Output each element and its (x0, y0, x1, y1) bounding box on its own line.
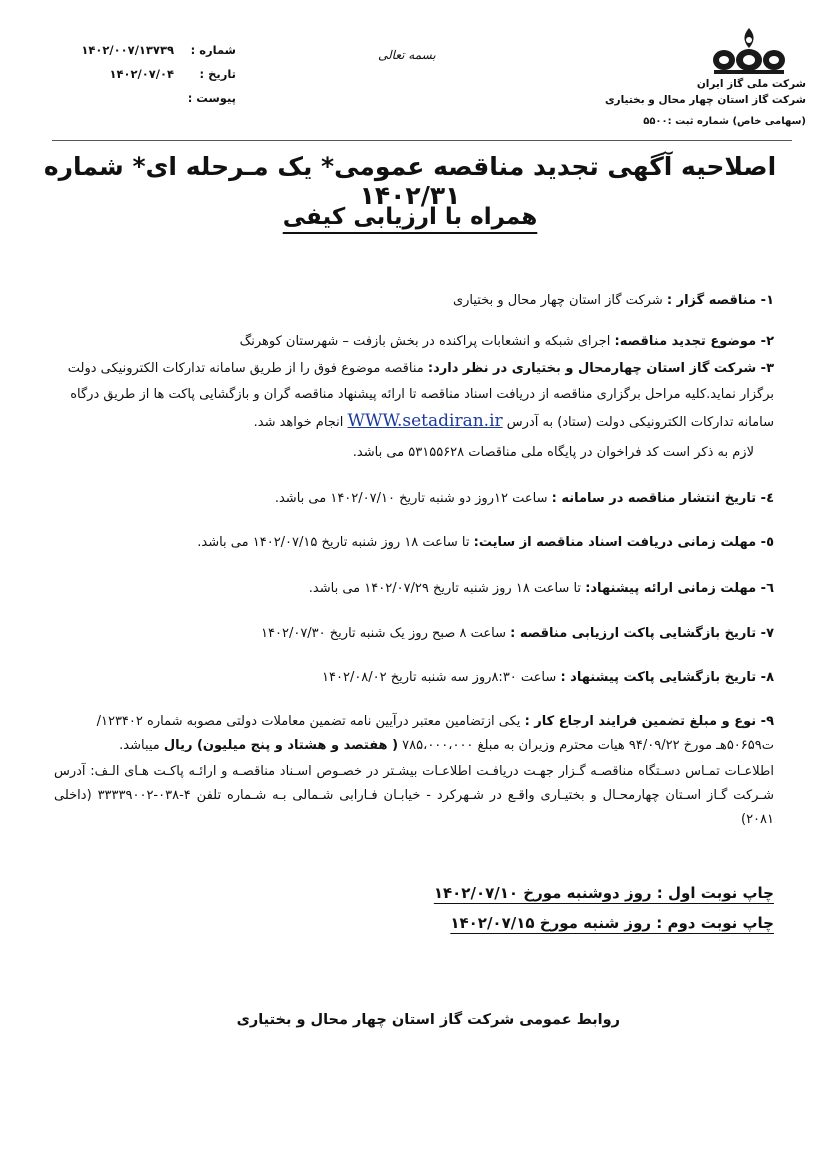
contact-info (54, 760, 774, 832)
item-1 (54, 288, 774, 314)
page-subtitle-text: همراه با ارزیابی کیفی (282, 204, 538, 230)
attachment-label: پیوست : (187, 91, 236, 105)
number-value: ۱۴۰۲/۰۰۷/۱۳۷۳۹ (81, 43, 174, 57)
bismillah: بسمه تعالی (378, 48, 436, 62)
item-1-text: شرکت گاز استان چهار محال و بختیاری (452, 293, 663, 308)
item-6 (54, 576, 774, 602)
date-value: ۱۴۰۲/۰۷/۰۴ (109, 67, 174, 81)
date-label: تاریخ : (199, 67, 236, 81)
item-2-label: ۲- موضوع تجدید مناقصه: (614, 334, 774, 349)
print-second: چاپ نوبت دوم : روز شنبه مورخ ۱۴۰۲/۰۷/۱۵ (450, 914, 774, 932)
item-4-text: ساعت ۱۲روز دو شنبه تاریخ ۱۴۰۲/۰۷/۱۰ می باشد. (274, 491, 548, 506)
item-3-note (34, 440, 754, 466)
item-9-label: ۹- نوع و مبلغ تضمین فرایند ارجاع کار : (524, 714, 774, 729)
item-9-text: یکی ازتضامین معتبر درآیین نامه تضمین معاملات دولتی مصوبه شماره ۱۲۳۴۰۲/ت۵۰۶۵۹هـ مورخ ۹۴/۰۹/۲۲ هیات محترم وزیران به مبلغ ۷۸۵،۰۰۰،۰۰۰ (96, 714, 774, 753)
item-5-label: ٥- مهلت زمانی دریافت اسناد مناقصه از سایت: (473, 535, 774, 550)
company-reg: (سهامی خاص) شماره ثبت :۵۵۰۰ (643, 116, 806, 127)
item-1-label: ۱- مناقصه گزار : (666, 293, 774, 308)
item-3-note-text: لازم به ذکر است کد فراخوان در پایگاه ملی مناقصات ۵۳۱۵۵۶۲۸ می باشد. (352, 445, 754, 460)
item-3-label: ۳- شرکت گاز استان چهارمحال و بختیاری در نظر دارد: (427, 361, 774, 376)
company-sub: شرکت گاز استان چهار محال و بختیاری (604, 94, 806, 106)
header-divider (52, 140, 792, 141)
page-title: اصلاحیه آگهی تجدید مناقصه عمومی* یک مـرحله ای* شماره ۱۴۰۲/۳۱ (43, 152, 777, 210)
item-3-text: مناقصه موضوع فوق را از طریق سامانه تدارکات الکترونیکی دولت برگزار نماید.کلیه مراحل برگزاری مناقصه از دریافت اسناد مناقصه تا ارائه پیشنهاد مناقصه گران و بازگشایی پاکت ها از طریق درگاه سامانه تدارکات الکترونیکی دولت (ستاد) به آدرس (67, 361, 774, 430)
item-8-text: ساعت ۸:۳۰روز سه شنبه تاریخ ۱۴۰۲/۰۸/۰۲ (322, 670, 557, 685)
item-4-label: ٤- تاریخ انتشار مناقصه در سامانه : (551, 491, 774, 506)
item-7-label: ۷- تاریخ بازگشایی پاکت ارزیابی مناقصه : (510, 626, 774, 641)
contact-info-text: اطلاعـات تمـاس دسـتگاه مناقصـه گـزار جهـت دریافـت اطلاعـات بیشـتر در خصـوص اسـناد مناقصـه و ارائـه پاکـت هـای الـف: آدرس شـرکت گـاز اسـتان چهارمحـال و بختیـاری واقـع در شـهرکرد - خیابـان فـارابی شـمالی بـه شـماره تلفن ۴-۰۳۸-۳۳۳۳۹۰۰۲ (داخلی ۲۰۸۱) (54, 764, 775, 827)
item-5 (54, 530, 774, 556)
item-9-tail: میباشد. (119, 738, 160, 753)
item-3-tail: انجام خواهد شد. (253, 415, 344, 430)
footer-signature: روابط عمومی شرکت گاز استان چهار محال و بختیاری (236, 1012, 620, 1028)
item-9-amount-words: ( هفتصد و هشتاد و پنج میلیون) ریال (163, 738, 399, 753)
item-6-label: ٦- مهلت زمانی ارائه پیشنهاد: (585, 581, 774, 596)
company-logo-block (604, 26, 806, 127)
item-2 (54, 329, 774, 355)
item-8-label: ۸- تاریخ بازگشایی پاکت پیشنهاد : (560, 670, 774, 685)
item-5-text: تا ساعت ۱۸ روز شنبه تاریخ ۱۴۰۲/۰۷/۱۵ می باشد. (197, 535, 470, 550)
item-7-text: ساعت ۸ صبح روز یک شنبه تاریخ ۱۴۰۲/۰۷/۳۰ (261, 626, 506, 641)
item-2-text: اجرای شبکه و انشعابات پراکنده در بخش بازفت – شهرستان کوهرنگ (239, 334, 611, 349)
item-4 (54, 486, 774, 512)
nigc-logo-icon (710, 26, 788, 76)
item-7 (54, 621, 774, 647)
page-subtitle (40, 204, 780, 230)
number-label: شماره : (190, 43, 236, 57)
print-first: چاپ نوبت اول : روز دوشنبه مورخ ۱۴۰۲/۰۷/۱۰ (433, 884, 774, 902)
item-9 (54, 710, 774, 758)
company-name: شرکت ملی گاز ایران (696, 78, 806, 90)
letter-meta (66, 38, 236, 110)
setadiran-link[interactable]: WWW.setadiran.ir (347, 411, 503, 431)
item-3 (54, 356, 774, 436)
item-6-text: تا ساعت ۱۸ روز شنبه تاریخ ۱۴۰۲/۰۷/۲۹ می باشد. (308, 581, 582, 596)
item-8 (54, 665, 774, 691)
